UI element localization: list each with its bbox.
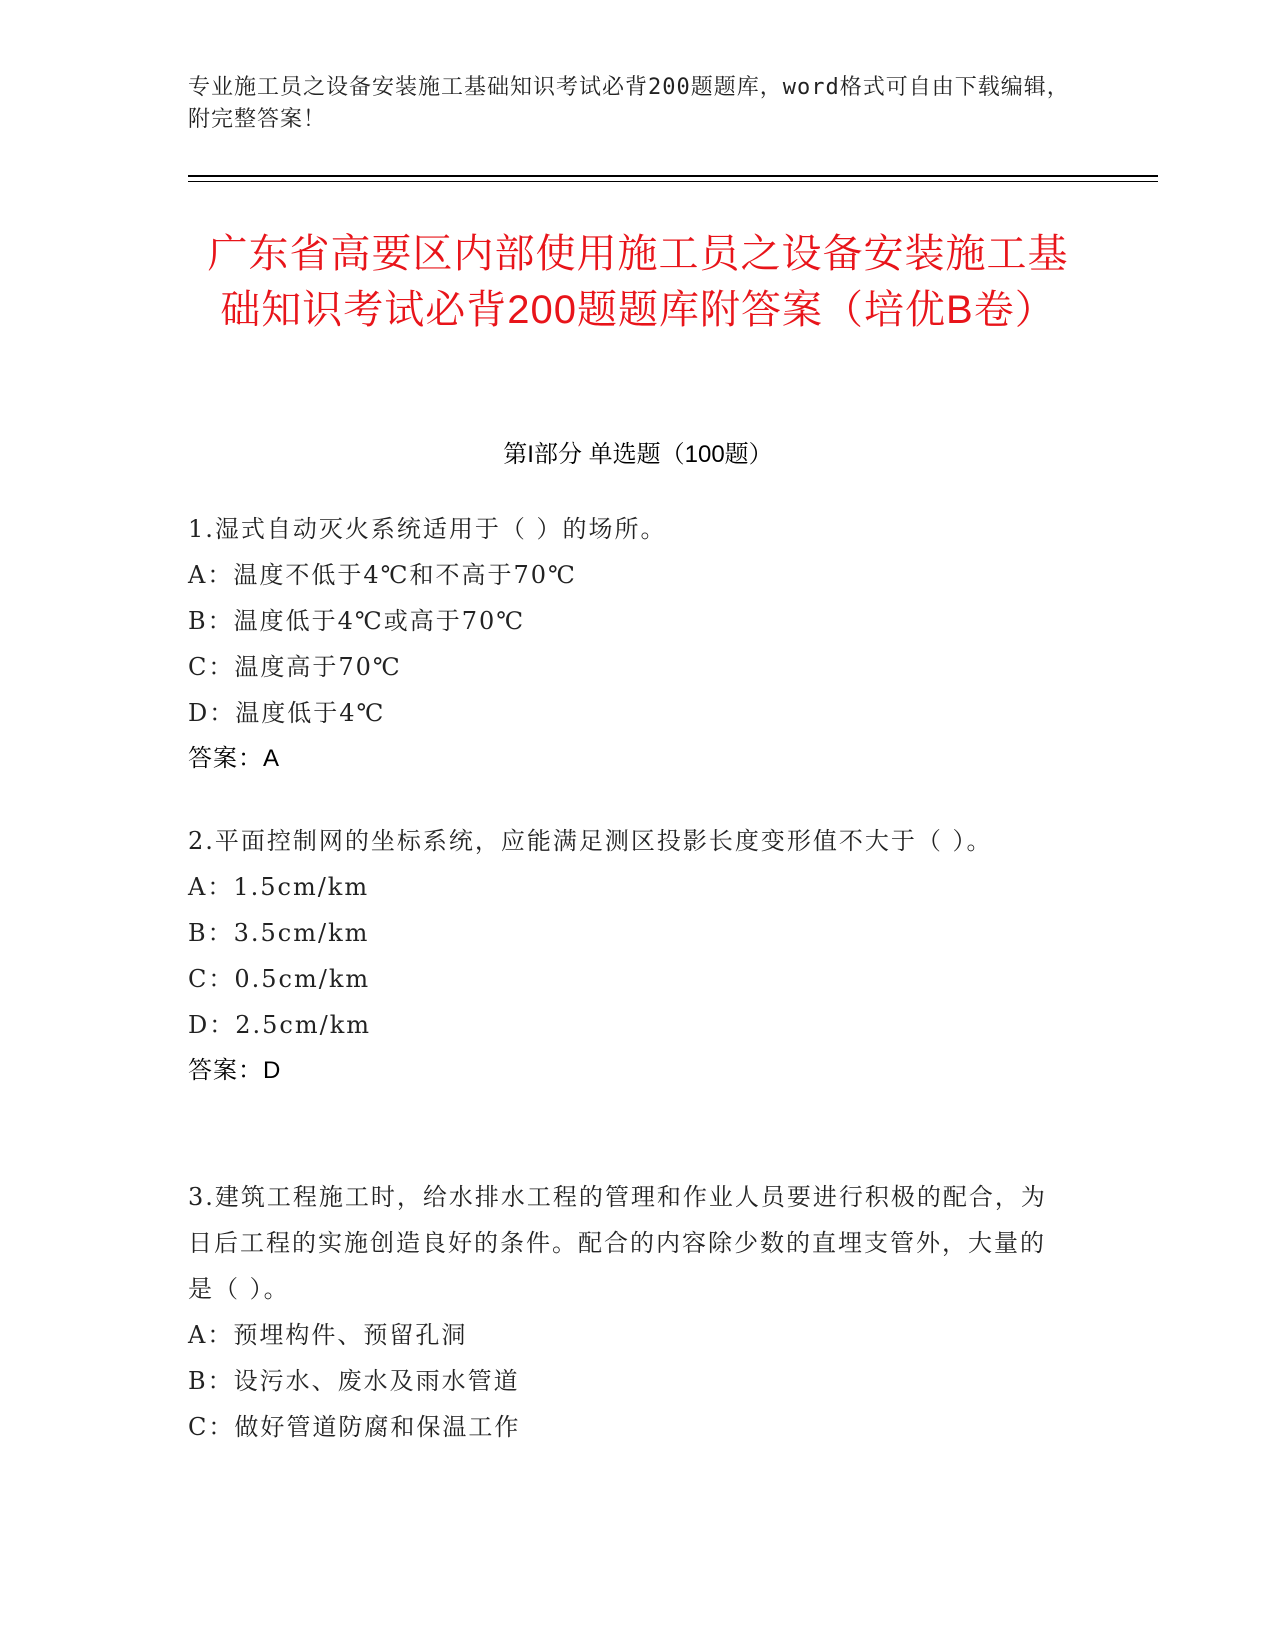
option-b: B：温度低于4℃或高于70℃ [188, 607, 526, 635]
option-c: C：做好管道防腐和保温工作 [188, 1413, 521, 1441]
header-divider [188, 175, 1158, 177]
option-b: B：3.5cm/km [188, 919, 370, 947]
question-stem: 1.湿式自动灭火系统适用于（ ）的场所。 [188, 515, 667, 543]
question-stem: 3.建筑工程施工时，给水排水工程的管理和作业人员要进行积极的配合，为日后工程的实施创造良好的条件。配合的内容除少数的直埋支管外，大量的是（ ）。 [188, 1183, 1047, 1303]
header-note: 专业施工员之设备安装施工基础知识考试必背200题题库，word格式可自由下载编辑，附完整答案！ [188, 75, 1070, 132]
question-3 [188, 1174, 1068, 1450]
answer-line: 答案：A [188, 745, 281, 772]
option-a: A：温度不低于4℃和不高于70℃ [188, 561, 577, 589]
option-c: C：0.5cm/km [188, 965, 371, 993]
option-c: C：温度高于70℃ [188, 653, 402, 681]
option-d: D：2.5cm/km [188, 1011, 371, 1039]
question-stem: 2.平面控制网的坐标系统，应能满足测区投影长度变形值不大于（ ）。 [188, 827, 993, 855]
option-a: A：预埋构件、预留孔洞 [188, 1321, 468, 1349]
option-a: A：1.5cm/km [188, 873, 370, 901]
question-2 [188, 818, 1068, 1094]
header-divider-thin [188, 181, 1158, 182]
section-heading: 第I部分 单选题（100题） [503, 441, 773, 468]
document-title: 广东省高要区内部使用施工员之设备安装施工基础知识考试必背200题题库附答案（培优B卷） [207, 232, 1069, 332]
answer-line: 答案：D [188, 1057, 282, 1084]
option-d: D：温度低于4℃ [188, 699, 386, 727]
option-b: B：设污水、废水及雨水管道 [188, 1367, 520, 1395]
question-1 [188, 506, 1068, 782]
